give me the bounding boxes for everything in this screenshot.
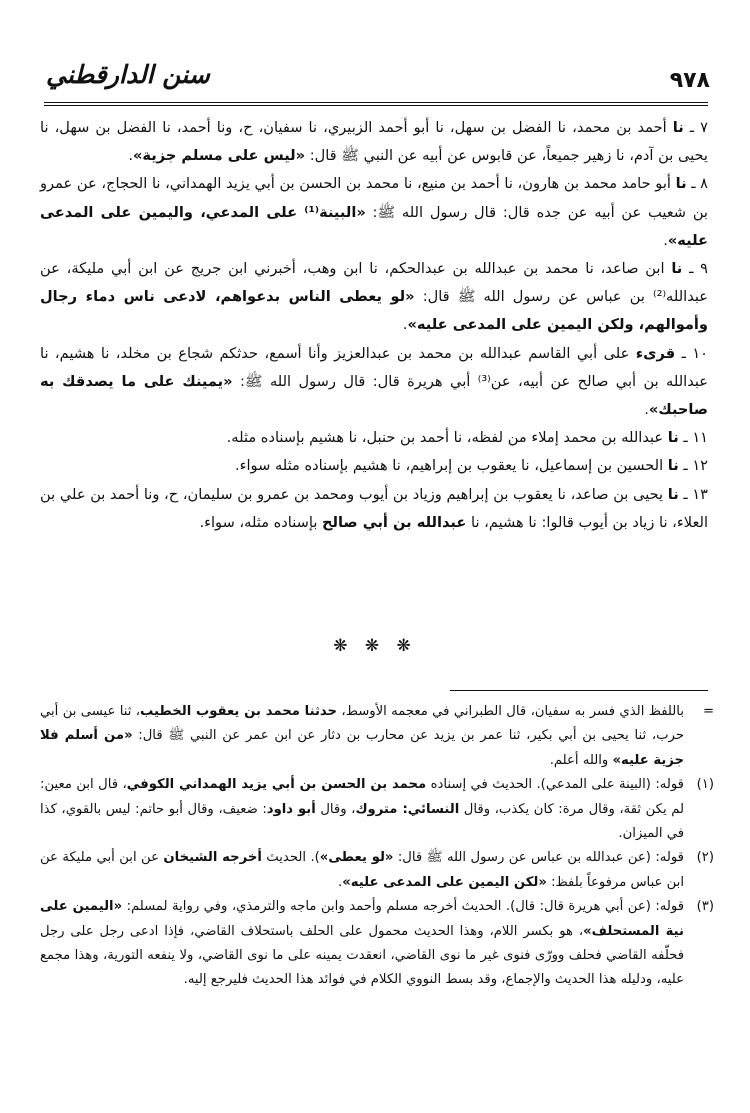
footnote-plain-text: باللفظ الذي فسر به سفيان، قال الطبراني في معجمه الأوسط، xyxy=(337,704,684,719)
hadith-text: الحسين بن إسماعيل، نا يعقوب بن إبراهيم، نا هشيم بإسناده مثله سواء. xyxy=(234,457,668,475)
hadith-text: ١٠ ـ xyxy=(675,344,708,362)
hadith-paragraph xyxy=(40,452,708,480)
hadith-paragraph xyxy=(40,340,708,425)
footnote-plain-text: عن ابن أبي مليكة عن ابن عباس مرفوعاً بلفظ: xyxy=(40,850,684,890)
hadith-bold-text: «يمينك على ما يصدقك به صاحبك» xyxy=(40,372,708,419)
hadith-paragraph xyxy=(40,114,708,170)
hadith-text: ١٢ ـ xyxy=(678,457,708,475)
footnote-text xyxy=(40,846,684,895)
hadith-text: . xyxy=(128,147,133,165)
hadith-text: ٩ ـ xyxy=(682,260,708,278)
section-separator: ❋ ❋ ❋ xyxy=(333,636,417,656)
footnote-plain-text: ، ثنا عيسى بن أبي حرب، ثنا يحيى بن أبي بكير، ثنا عمر بن يزيد عن محارب بن دثار عن ابن عمر عن النبي ﷺ قال: xyxy=(40,704,684,744)
footnote-plain-text: قوله: (عن عبدالله بن عباس عن رسول الله ﷺ قال: xyxy=(393,850,684,866)
hadith-text: ١١ ـ xyxy=(678,429,708,447)
footnote xyxy=(40,895,714,993)
hadith-bold-text: «البينة⁽¹⁾ على المدعي، واليمين على المدعى عليه» xyxy=(40,203,708,249)
hadith-bold-text: نا xyxy=(667,485,679,503)
footnote-plain-text: ، قال ابن معين: لم يكن ثقة، وقال مرة: كان يكذب، وقال xyxy=(40,777,684,817)
footnote-text xyxy=(40,773,684,846)
footnote-bold-text: «اليمين على نية المستحلف» xyxy=(40,899,684,939)
hadith-bold-text: نا xyxy=(667,429,679,447)
footnote xyxy=(40,846,714,895)
hadith-text: أبو حامد محمد بن هارون، نا أحمد بن منيع، نا محمد بن الحسن بن أبي يزيد الهمداني، نا الحجاج، عن عمرو بن شعيب عن أبيه عن جده قال: قال رسول الله ﷺ: xyxy=(40,175,708,221)
footnote-plain-text: ، وقال xyxy=(315,801,356,817)
hadith-text: . xyxy=(644,401,649,419)
footnote-bold-text: «لو يعطى» xyxy=(319,850,394,866)
hadith-bold-text: نا xyxy=(672,119,684,136)
footnote-plain-text: : ضعيف، وقال أبو حاتم: ليس بالقوي، كذا في الميزان. xyxy=(40,801,684,842)
hadith-text: يحيى بن صاعد، نا يعقوب بن إبراهيم وزياد بن أيوب ومحمد بن عمرو بن سليمان، ح، ونا أحمد بن علي بن العلاء، نا زياد بن أيوب قالوا: نا هشيم، نا xyxy=(40,485,708,531)
footnote-marker: (١) xyxy=(696,777,714,793)
hadith-paragraph xyxy=(40,481,708,537)
footnote-plain-text: قوله: (عن أبي هريرة قال: قال). الحديث أخرجه مسلم وأحمد وابن ماجه والترمذي، وفي رواية لمسلم: xyxy=(122,899,684,915)
footnote-bold-text: «لكن اليمين على المدعى عليه» xyxy=(342,874,547,890)
footnote-marker: (٢) xyxy=(696,850,714,866)
footnote-rule xyxy=(450,690,708,691)
footnote-plain-text: والله أعلم. xyxy=(549,752,613,768)
hadith-text: ٨ ـ xyxy=(686,175,708,193)
footnote-bold-text: أبو داود xyxy=(266,801,316,817)
footnotes xyxy=(40,700,714,993)
footnote-bold-text: أخرجه الشيخان xyxy=(163,850,262,866)
hadith-text: ابن صاعد، نا محمد بن عبدالله بن عبدالحكم، نا ابن وهب، أخبرني ابن جريج عن ابن أبي مليكة، عن عبدالله⁽²⁾ بن عباس عن رسول الله ﷺ قال: xyxy=(40,260,708,306)
footnote-marker: = xyxy=(702,704,714,719)
hadith-bold-text: قرىء xyxy=(635,344,676,362)
footnote-text xyxy=(40,700,684,773)
footnote-plain-text: ). الحديث xyxy=(261,850,320,866)
footnote-bold-text: محمد بن الحسن بن أبي يزيد الهمداني الكوفي xyxy=(126,777,427,793)
hadith-text: ١٣ ـ xyxy=(678,485,708,503)
hadith-bold-text: «ليس على مسلم جزية» xyxy=(133,147,306,165)
hadith-text: . xyxy=(402,316,408,334)
hadith-text: . xyxy=(663,231,668,249)
hadith-paragraph xyxy=(40,424,708,452)
hadith-bold-text: نا xyxy=(675,175,687,193)
hadith-text: ٧ ـ xyxy=(683,119,708,136)
hadith-bold-text: نا xyxy=(667,457,679,475)
footnote-text xyxy=(40,895,684,993)
hadith-bold-text: «لو يعطى الناس بدعواهم، لادعى ناس دماء رجال وأموالهم، ولكن اليمين على المدعى عليه» xyxy=(40,288,708,334)
footnote xyxy=(40,773,714,846)
page-number: ٩٧٨ xyxy=(669,68,710,93)
footnote-plain-text: ، هو بكسر اللام، وهذا الحديث محمول على الحلف باستحلاف القاضي، فإذا ادعى رجل على رجل فحلّفه القاضي فحلف وورّى فنوى غير ما نوى القاضي، انعقدت يمينه على ما نوى القاضي، ولا ينفعه التورية، وهذا مجمع عليه، ودليله هذا الحديث والإجماع، وقد بسط النووي الكلام في فوائد هذا الحديث فليرجع إليه. xyxy=(40,923,684,988)
footnote xyxy=(40,700,714,773)
hadith-text: عبدالله بن محمد إملاء من لفظه، نا أحمد بن حنبل، نا هشيم بإسناده مثله. xyxy=(226,429,668,447)
footnote-plain-text: قوله: (البينة على المدعي). الحديث في إسناده xyxy=(426,777,684,793)
main-text xyxy=(40,114,708,537)
hadith-text: بإسناده مثله، سواء. xyxy=(199,513,323,531)
hadith-text: أحمد بن محمد، نا الفضل بن سهل، نا أبو أحمد الزبيري، نا سفيان، ح، ونا أحمد، نا الفضل بن سهل، نا يحيى بن آدم، نا زهير جميعاً، عن قابوس عن أبيه عن النبي ﷺ قال: xyxy=(40,119,708,165)
footnote-marker: (٣) xyxy=(696,899,714,915)
footnote-plain-text: . xyxy=(338,874,343,890)
hadith-text: على أبي القاسم عبدالله بن محمد بن عبدالعزيز وأنا أسمع، حدثكم شجاع بن مخلد، نا هشيم، نا عبدالله بن أبي صالح عن أبيه، عن⁽³⁾ أبي هريرة قال: قال رسول الله ﷺ: xyxy=(40,344,708,390)
hadith-paragraph xyxy=(40,255,708,340)
hadith-bold-text: نا xyxy=(671,260,683,278)
hadith-paragraph xyxy=(40,170,708,255)
header-rule xyxy=(44,102,708,106)
hadith-bold-text: عبدالله بن أبي صالح xyxy=(322,513,467,531)
book-title: سنن الدارقطني xyxy=(46,60,210,89)
footnote-bold-text: النسائي: متروك xyxy=(355,801,460,817)
footnote-bold-text: «من أسلم فلا جزية عليه» xyxy=(40,728,684,768)
footnote-bold-text: حدثنا محمد بن يعقوب الخطيب xyxy=(140,704,338,719)
